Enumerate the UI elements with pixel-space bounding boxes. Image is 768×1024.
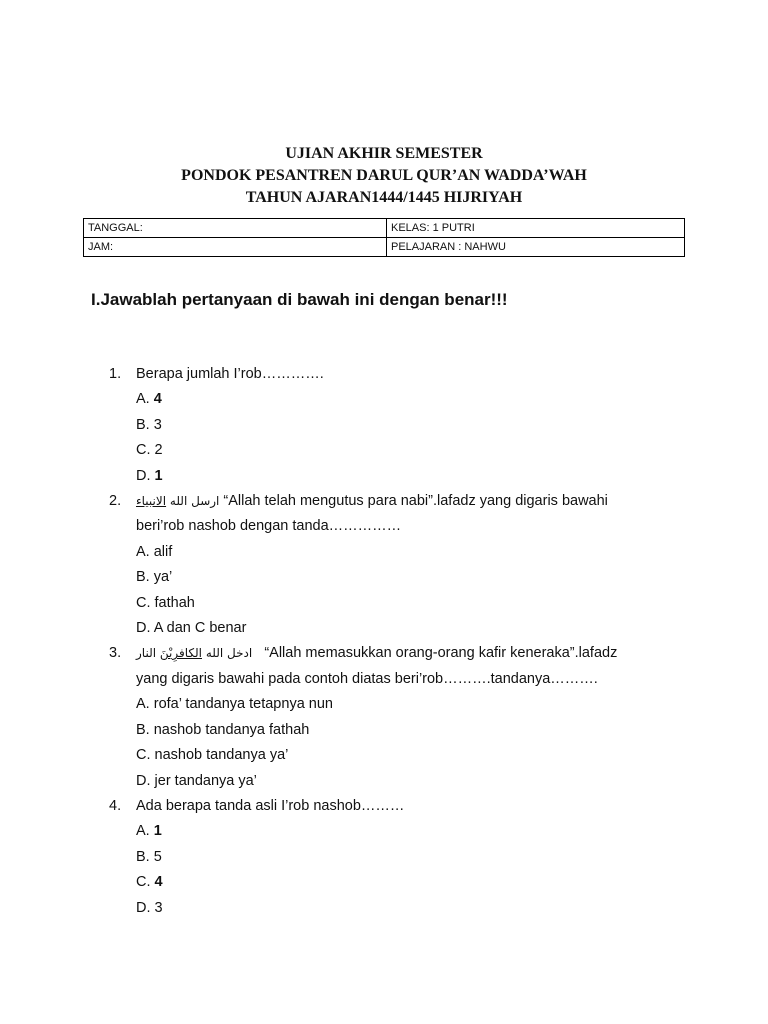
- option-c: C. 4: [136, 874, 163, 891]
- question-list: [109, 362, 709, 921]
- info-row: [84, 238, 685, 257]
- question-2: [109, 489, 709, 641]
- question-number: 3.: [109, 645, 122, 662]
- subject-field: PELAJARAN : NAHWU: [387, 238, 685, 257]
- question-text: ارسل الله الانبياء “Allah telah mengutus para nabi”.lafadz yang digaris bawahi: [136, 493, 608, 510]
- instruction-heading: I.Jawablah pertanyaan di bawah ini dengan benar!!!: [91, 290, 508, 309]
- info-row: [84, 219, 685, 238]
- option-b: B. nashob tandanya fathah: [136, 721, 310, 738]
- option-c: C. nashob tandanya ya’: [136, 747, 289, 764]
- question-text: Ada berapa tanda asli I’rob nashob………: [136, 797, 405, 814]
- question-3: [109, 641, 709, 793]
- option-a: A. 1: [136, 823, 162, 840]
- option-a: A. alif: [136, 543, 173, 560]
- option-d: D. A dan C benar: [136, 620, 247, 637]
- question-1: [109, 362, 709, 489]
- question-text-continued: beri’rob nashob dengan tanda……………: [136, 518, 402, 535]
- exam-info-table: [83, 218, 685, 257]
- exam-title: UJIAN AKHIR SEMESTER: [285, 145, 483, 162]
- underlined-word: الانبياء: [136, 494, 167, 509]
- option-d: D. jer tandanya ya’: [136, 772, 257, 789]
- arabic-phrase: ادخل الله الكافرِيْنَ النار: [136, 646, 253, 661]
- question-text: Berapa jumlah I’rob………….: [136, 366, 324, 382]
- school-name: PONDOK PESANTREN DARUL QUR’AN WADDA’WAH: [181, 167, 587, 184]
- question-text-continued: yang digaris bawahi pada contoh diatas beri’rob……….tandanya……….: [136, 670, 598, 687]
- arabic-phrase: ارسل الله الانبياء: [136, 494, 220, 509]
- option-d: D. 1: [136, 467, 163, 484]
- class-field: KELAS: 1 PUTRI: [387, 219, 685, 238]
- question-number: 4.: [109, 797, 122, 814]
- date-field: TANGGAL:: [84, 219, 387, 238]
- question-text: ادخل الله الكافرِيْنَ النار “Allah memasukkan orang-orang kafir keneraka”.lafadz: [136, 645, 618, 662]
- option-d: D. 3: [136, 899, 163, 916]
- option-b: B. 5: [136, 848, 162, 865]
- academic-year: TAHUN AJARAN1444/1445 HIJRIYAH: [245, 189, 523, 206]
- option-a: A. 4: [136, 391, 162, 408]
- option-a: A. rofa’ tandanya tetapnya nun: [136, 696, 333, 713]
- question-number: 1.: [109, 366, 122, 382]
- underlined-word: الكافرِيْنَ: [159, 646, 202, 661]
- option-c: C. fathah: [136, 594, 195, 611]
- question-number: 2.: [109, 493, 122, 510]
- option-c: C. 2: [136, 442, 163, 459]
- exam-header: [0, 143, 768, 209]
- option-b: B. ya’: [136, 569, 173, 586]
- question-4: [109, 794, 709, 921]
- option-b: B. 3: [136, 416, 162, 433]
- time-field: JAM:: [84, 238, 387, 257]
